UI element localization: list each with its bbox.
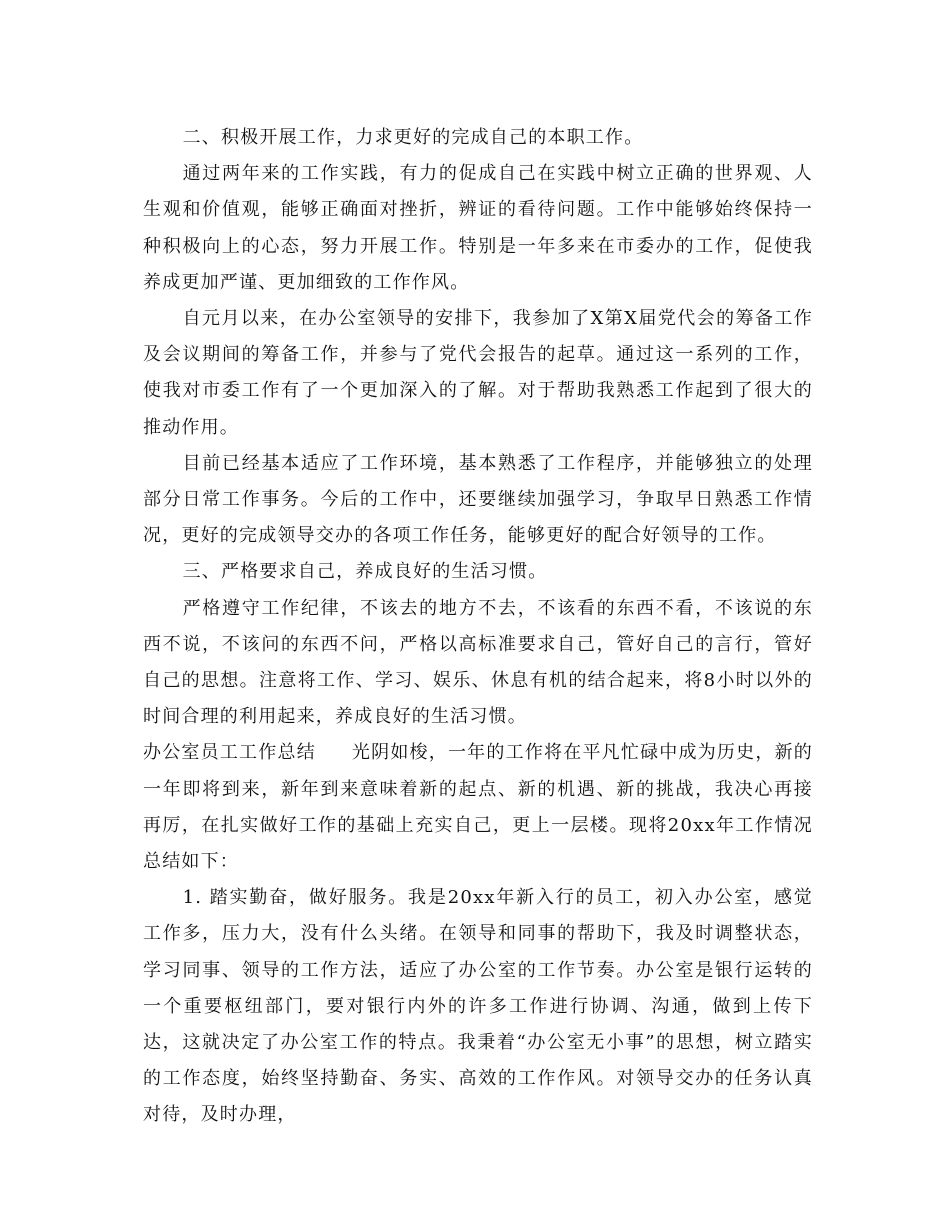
summary-paragraph <box>143 735 813 880</box>
paragraph: 严格遵守工作纪律，不该去的地方不去，不该看的东西不看，不该说的东西不说，不该问的东西不问，严格以高标准要求自己，管好自己的言行，管好自己的思想。注意将工作、学习、娱乐、休息有机的结合起来，将8小时以外的时间合理的利用起来，养成良好的生活习惯。 <box>143 597 813 728</box>
summary-title: 办公室员工工作总结 <box>143 742 316 764</box>
paragraph: 通过两年来的工作实践，有力的促成自己在实践中树立正确的世界观、人生观和价值观，能够正确面对挫折，辨证的看待问题。工作中能够始终保持一种积极向上的心态，努力开展工作。特别是一年多来在市委办的工作，促使我养成更加严谨、更加细致的工作作风。 <box>143 163 813 293</box>
list-item-1: 1. 踏实勤奋，做好服务。我是20xx年新入行的员工，初入办公室，感觉工作多，压力大，没有什么头绪。在领导和同事的帮助下，我及时调整状态，学习同事、领导的工作方法，适应了办公室的工作节奏。办公室是银行运转的一个重要枢纽部门，要对银行内外的许多工作进行协调、沟通，做到上传下达，这就决定了办公室工作的特点。我秉着“办公室无小事”的思想，树立踏实的工作态度，始终坚持勤奋、务实、高效的工作作风。对领导交办的任务认真对待，及时办理， <box>143 887 813 1126</box>
paragraph: 目前已经基本适应了工作环境，基本熟悉了工作程序，并能够独立的处理部分日常工作事务。今后的工作中，还要继续加强学习，争取早日熟悉工作情况，更好的完成领导交办的各项工作任务，能够更好的配合好领导的工作。 <box>143 452 813 547</box>
section-heading-2: 二、积极开展工作，力求更好的完成自己的本职工作。 <box>182 127 644 148</box>
paragraph: 自元月以来，在办公室领导的安排下，我参加了X第X届党代会的筹备工作及会议期间的筹备工作，并参与了党代会报告的起草。通过这一系列的工作，使我对市委工作有了一个更加深入的了解。对于帮助我熟悉工作起到了很大的推动作用。 <box>143 308 813 438</box>
document-body <box>143 120 813 1134</box>
summary-intro: 光阴如梭，一年的工作将在平凡忙碌中成为历史，新的一年即将到来，新年到来意味着新的起点、新的机遇、新的挑战，我决心再接再厉，在扎实做好工作的基础上充实自己，更上一层楼。现将20xx年工作情况总结如下： <box>143 742 813 873</box>
section-heading-3: 三、严格要求自己，养成良好的生活习惯。 <box>182 561 548 583</box>
